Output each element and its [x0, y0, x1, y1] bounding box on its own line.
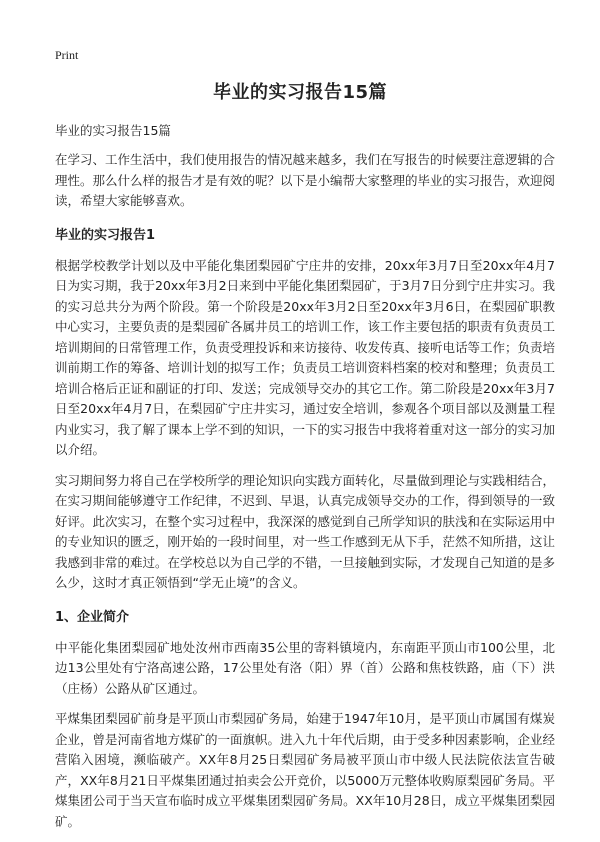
- section-heading-company-intro: 1、企业简介: [55, 609, 130, 625]
- document-subtitle: 毕业的实习报告15篇: [55, 123, 171, 138]
- paragraph: 平煤集团梨园矿前身是平顶山市梨园矿务局，始建于1947年10月，是平顶山市属国有煤炭企业，曾是河南省地方煤矿的一面旗帜。进入九十年代后期，由于受多种因素影响，企业经营陷入困境，濒临破产。XX年8月25日梨园矿务局被平顶山市中级人民法院依法宣告破产，XX年8月21日平煤集团通过拍卖会公开竞价，以5000万元整体收购原梨园矿务局。平煤集团公司于当天宣布临时成立平煤集团梨园矿务局。XX年10月28日，成立平煤集团梨园矿。: [55, 711, 556, 829]
- print-link[interactable]: Print: [55, 48, 79, 62]
- section-heading-report-1: 毕业的实习报告1: [55, 227, 156, 243]
- paragraph: 根据学校教学计划以及中平能化集团梨园矿宁庄井的安排，20xx年3月7日至20xx年4月7日为实习期，我于20xx年3月2日来到中平能化集团梨园矿，于3月7日分到宁庄井实习。我的实习总共分为两个阶段。第一个阶段是20xx年3月2日至20xx年3月6日，在梨园矿职教中心实习，主要负责的是梨园矿各属井员工的培训工作，该工作主要包括的职责有负责员工培训期间的日常管理工作，负责受理投诉和来访接待、收发传真、接听电话等工作；负责培训前期工作的筹备、培训计划的拟写工作；负责员工培训资料档案的校对和整理；负责员工培训合格后正证和副证的打印、发送；完成领导交办的其它工作。第二阶段是20xx年3月7日至20xx年4月7日，在梨园矿宁庄井实习，通过安全培训，参观各个项目部以及测量工程内业实习，我了解了课本上学不到的知识，一下的实习报告中我将着重对这一部分的实习加以介绍。: [55, 257, 556, 457]
- page-title: 毕业的实习报告15篇: [212, 82, 388, 103]
- document-body: [55, 120, 555, 842]
- intro-paragraph: 在学习、工作生活中，我们使用报告的情况越来越多，我们在写报告的时候要注意逻辑的合理性。那么什么样的报告才是有效的呢？以下是小编帮大家整理的毕业的实习报告，欢迎阅读，希望大家能够喜欢。: [55, 152, 556, 208]
- paragraph: 实习期间努力将自己在学校所学的理论知识向实践方面转化，尽量做到理论与实践相结合，在实习期间能够遵守工作纪律，不迟到、早退，认真完成领导交办的工作，得到领导的一致好评。此次实习，在整个实习过程中，我深深的感觉到自己所学知识的肤浅和在实际运用中的专业知识的匮乏，刚开始的一段时间里，对一些工作感到无从下手，茫然不知所措，这让我感到非常的难过。在学校总以为自己学的不错，一旦接触到实际，才发现自己知道的是多么少，这时才真正领悟到“学无止境”的含义。: [55, 472, 556, 590]
- paragraph: 中平能化集团梨园矿地处汝州市西南35公里的寄料镇境内，东南距平顶山市100公里，北边13公里处有宁洛高速公路，17公里处有洛（阳）界（首）公路和焦枝铁路，庙（下）洪（庄杨）公路从矿区通过。: [55, 639, 555, 696]
